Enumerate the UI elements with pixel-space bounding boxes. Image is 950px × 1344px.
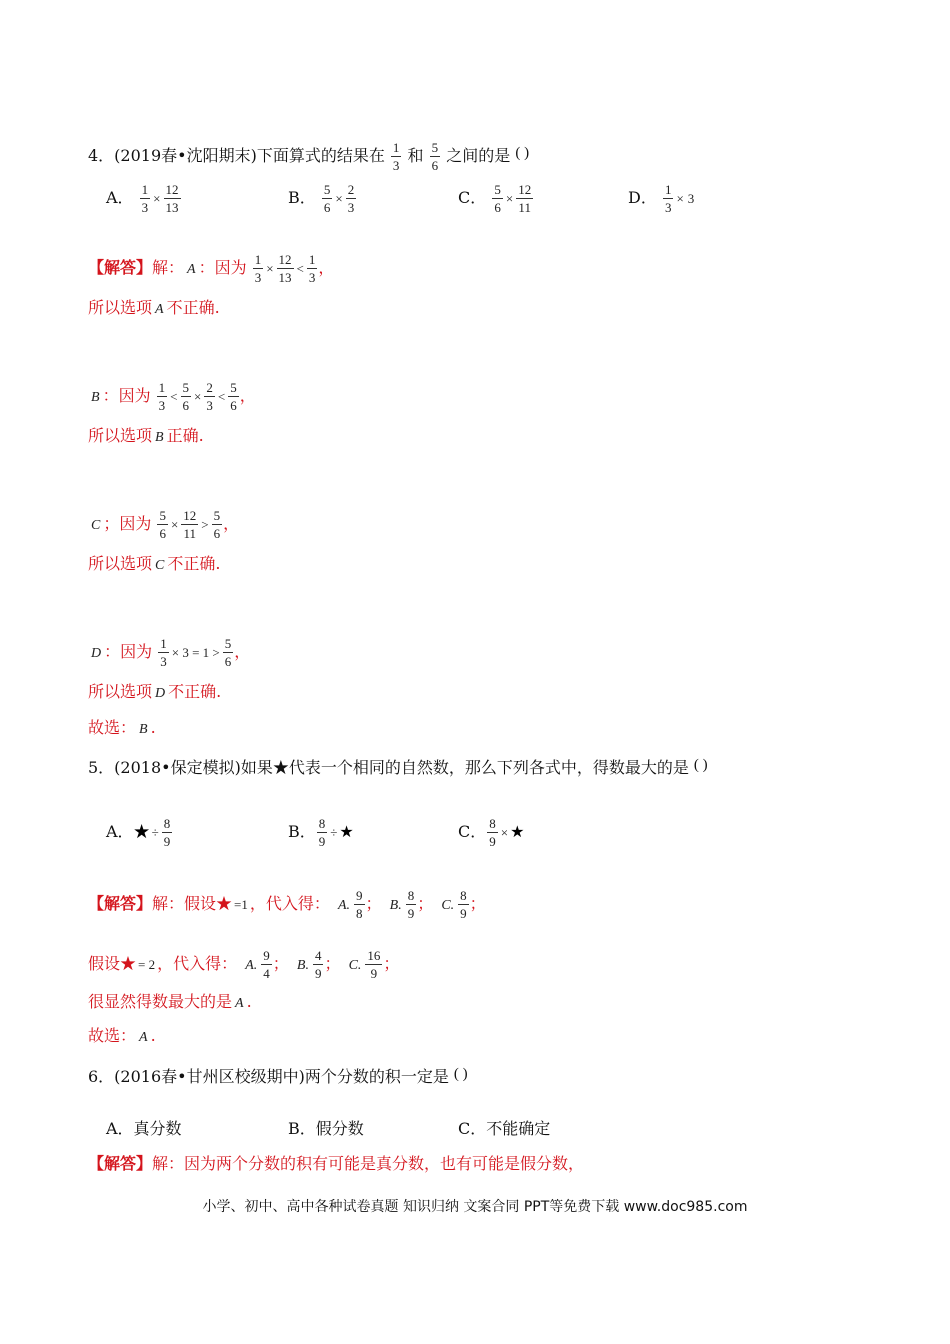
q5-option-b: B． $\frac{8}{9}$ ÷ ★	[288, 816, 354, 849]
q5-stem-line	[88, 755, 708, 778]
q6-answer-blank: ( )	[453, 1066, 468, 1082]
q5-answer-line2: 假设★ = 2 ，代入得： A. $\frac{9}{4}$ ； B. $\frac{4}{9}$ ； C. $\frac{16}{9}$ ；	[88, 948, 400, 981]
q5-answer-blank: ( )	[693, 757, 708, 773]
q6-option-a: A．真分数	[106, 1119, 182, 1138]
q4-option-d: D． $\frac{1}{3}$ × 3	[628, 182, 695, 215]
q4-fraction-upper: $\frac{5}{6}$	[431, 140, 439, 173]
q4-option-b: B． $\frac{5}{6}$ × $\frac{2}{3}$	[288, 182, 355, 215]
q5-final-choice: 故选： A .	[88, 1026, 156, 1045]
q5-option-c: C． $\frac{8}{9}$ × ★	[458, 816, 525, 849]
q4-stem: 4．(2019春•沈阳期末)下面算式的结果在	[88, 146, 385, 165]
q4-answer-a-conclusion: 所以选项 A 不正确.	[88, 298, 220, 317]
q6-answer-line: 【解答】解：因为两个分数的积有可能是真分数，也有可能是假分数，	[88, 1154, 585, 1173]
q5-option-a: A．★ ÷ $\frac{8}{9}$	[106, 816, 171, 849]
q4-stem-tail: 之间的是	[446, 146, 511, 165]
star-icon: ★	[133, 822, 150, 841]
q4-fraction-lower: $\frac{1}{3}$	[392, 140, 400, 173]
page-footer: 小学、初中、高中各种试卷真题 知识归纳 文案合同 PPT等免费下载 www.doc985.com	[202, 1199, 748, 1215]
q5-conclusion: 很显然得数最大的是 A .	[88, 992, 252, 1011]
q4-answer-d-conclusion: 所以选项 D 不正确.	[88, 682, 222, 701]
star-icon: ★	[339, 822, 354, 841]
q4-answer-blank: ( )	[515, 145, 530, 161]
q4-answer-b-conclusion: 所以选项 B 正确.	[88, 426, 204, 445]
q4-answer-c-line: C ；因为 $\frac{5}{6}$ × $\frac{12}{11}$ > $\frac{5}{6}$ ，	[91, 508, 240, 541]
q4-answer-b-line: B ：因为 $\frac{1}{3}$ < $\frac{5}{6}$ × $\frac{2}{3}$ < $\frac{5}{6}$ ，	[91, 380, 256, 413]
answer-tag: 【解答】	[88, 1154, 153, 1173]
q4-answer-c-conclusion: 所以选项 C 不正确.	[88, 554, 221, 573]
q4-answer-d-line: D ：因为 $\frac{1}{3}$ × 3 = 1 > $\frac{5}{6}$ ，	[91, 636, 251, 669]
q4-and: 和	[407, 146, 424, 165]
q4-final-choice: 故选： B .	[88, 718, 156, 737]
q4-answer-a-line: 【解答】解： A ：因为 $\frac{1}{3}$ × $\frac{12}{13}$ < $\frac{1}{3}$ ，	[88, 252, 335, 285]
q6-option-c: C．不能确定	[458, 1119, 551, 1138]
q5-answer-line1: 【解答】解：假设★ =1 ，代入得： A. $\frac{9}{8}$ ； B. $\frac{8}{9}$ ； C. $\frac{8}{9}$ ；	[88, 888, 486, 921]
q6-option-b: B．假分数	[288, 1119, 364, 1138]
q6-stem-line	[88, 1064, 468, 1087]
q4-option-a: A． $\frac{1}{3}$ × $\frac{12}{13}$	[106, 182, 179, 215]
answer-tag: 【解答】	[88, 894, 153, 913]
q4-option-c: C． $\frac{5}{6}$ × $\frac{12}{11}$	[458, 182, 532, 215]
q5-stem: 5．(2018•保定模拟)如果★代表一个相同的自然数，那么下列各式中，得数最大的是	[88, 758, 689, 777]
answer-tag: 【解答】	[88, 258, 153, 277]
q6-stem: 6．(2016春•甘州区校级期中)两个分数的积一定是	[88, 1067, 449, 1086]
star-icon: ★	[510, 822, 525, 841]
